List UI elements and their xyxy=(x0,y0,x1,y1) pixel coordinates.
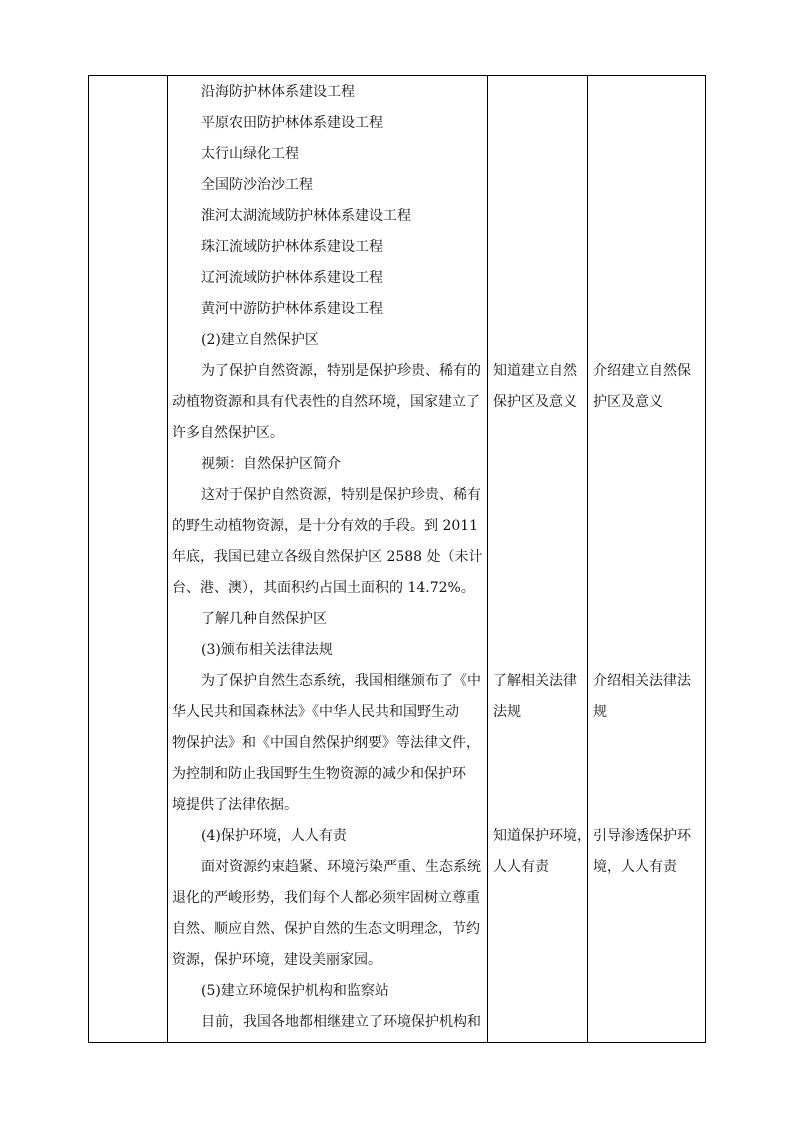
section-heading: (5)建立环境保护机构和监察站 xyxy=(201,983,389,999)
goal-line: 知道建立自然 xyxy=(493,363,577,379)
activity-line: 境，人人有责 xyxy=(593,859,677,875)
content-line: 境提供了法律依据。 xyxy=(172,797,298,813)
goal-line: 法规 xyxy=(493,704,521,720)
content-line: 为了保护自然生态系统，我国相继颁布了《中 xyxy=(201,673,481,689)
column-divider xyxy=(487,76,488,1042)
content-line: 这对于保护自然资源，特别是保护珍贵、稀有 xyxy=(201,487,481,503)
content-line: 动植物资源和具有代表性的自然环境，国家建立了 xyxy=(172,394,480,410)
content-line: 年底，我国已建立各级自然保护区 2588 处（未计 xyxy=(172,549,483,565)
content-line: 全国防沙治沙工程 xyxy=(201,177,313,193)
content-line: 沿海防护林体系建设工程 xyxy=(201,84,355,100)
activity-line: 引导渗透保护环 xyxy=(593,828,691,844)
content-line: 面对资源约束趋紧、环境污染严重、生态系统 xyxy=(201,859,481,875)
column-divider xyxy=(587,76,588,1042)
activity-line: 护区及意义 xyxy=(593,394,663,410)
content-line: 视频：自然保护区简介 xyxy=(201,456,341,472)
content-line: 珠江流域防护林体系建设工程 xyxy=(201,239,383,255)
content-line: 为了保护自然资源，特别是保护珍贵、稀有的 xyxy=(201,363,481,379)
section-heading: (3)颁布相关法律法规 xyxy=(201,642,333,658)
content-line: 物保护法》和《中国自然保护纲要》等法律文件， xyxy=(172,735,480,751)
activity-line: 介绍相关法律法 xyxy=(593,673,691,689)
content-line: 台、港、澳），其面积约占国土面积的 14.72%。 xyxy=(172,580,475,596)
section-heading: (2)建立自然保护区 xyxy=(201,332,319,348)
content-line: 为控制和防止我国野生生物资源的减少和保护环 xyxy=(172,766,466,782)
goal-line: 了解相关法律 xyxy=(493,673,577,689)
content-line: 黄河中游防护林体系建设工程 xyxy=(201,301,383,317)
lesson-table xyxy=(88,75,706,1043)
content-line: 的野生动植物资源，是十分有效的手段。到 2011 xyxy=(172,518,479,534)
section-heading: (4)保护环境，人人有责 xyxy=(201,828,347,844)
content-line: 退化的严峻形势，我们每个人都必须牢固树立尊重 xyxy=(172,890,480,906)
goal-line: 人人有责 xyxy=(493,859,549,875)
content-line: 许多自然保护区。 xyxy=(172,425,284,441)
content-line: 淮河太湖流域防护林体系建设工程 xyxy=(201,208,411,224)
activity-line: 规 xyxy=(593,704,607,720)
goal-line: 保护区及意义 xyxy=(493,394,577,410)
activity-line: 介绍建立自然保 xyxy=(593,363,691,379)
content-line: 自然、顺应自然、保护自然的生态文明理念，节约 xyxy=(172,921,480,937)
content-line: 了解几种自然保护区 xyxy=(201,611,327,627)
content-line: 目前，我国各地都相继建立了环境保护机构和 xyxy=(201,1014,481,1030)
content-line: 资源，保护环境，建设美丽家园。 xyxy=(172,952,382,968)
content-line: 平原农田防护林体系建设工程 xyxy=(201,115,383,131)
goal-line: 知道保护环境， xyxy=(493,828,591,844)
content-line: 华人民共和国森林法》《中华人民共和国野生动 xyxy=(172,704,459,720)
content-line: 太行山绿化工程 xyxy=(201,146,299,162)
column-divider xyxy=(167,76,168,1042)
content-line: 辽河流域防护林体系建设工程 xyxy=(201,270,383,286)
